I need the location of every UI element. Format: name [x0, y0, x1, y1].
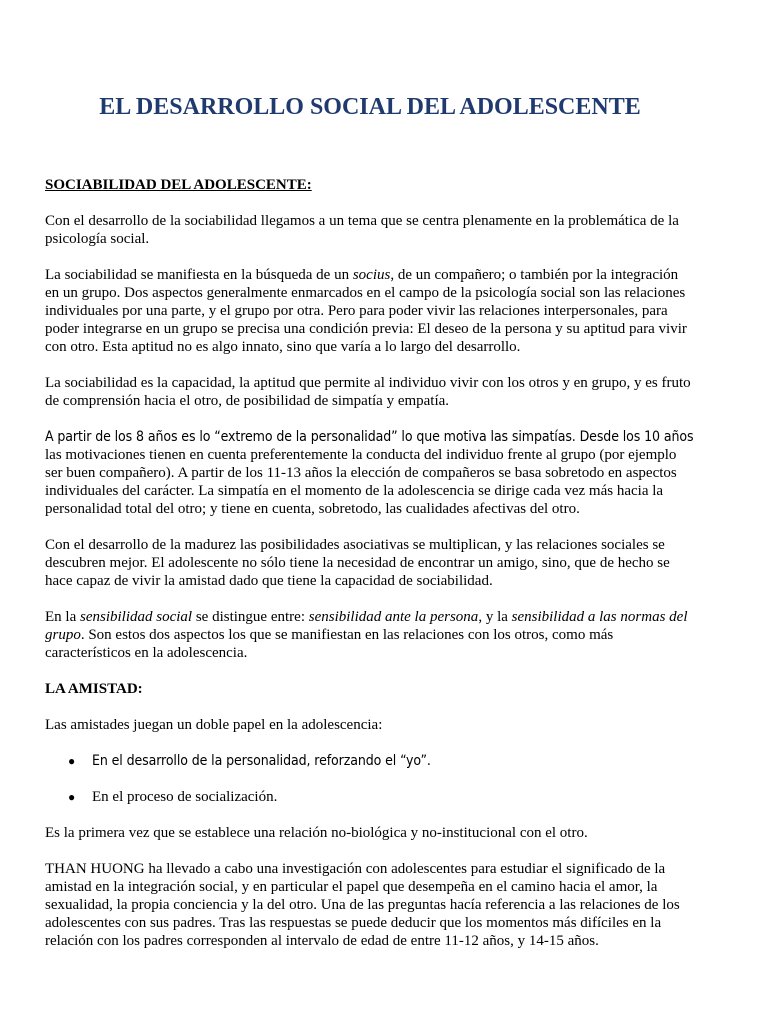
italic-term: sensibilidad a las normas del grupo — [45, 609, 688, 643]
document-title: EL DESARROLLO SOCIAL DEL ADOLESCENTE — [99, 94, 641, 120]
list-item-text: En el desarrollo de la personalidad, reforzando el “yo”. — [92, 753, 431, 769]
bullet-dot-icon: ● — [68, 790, 76, 804]
paragraph: La sociabilidad es la capacidad, la aptitud que permite al individuo vivir con los otros y en grupo, y es fruto de comprensión hacia el otro, de posibilidad de simpatía y empatía. — [45, 375, 691, 409]
text-run: , de un compañero; o también por la integración en un grupo. Dos aspectos generalmente enmarcados en el campo de la psicología social son las relaciones individuales por una parte, y el grupo por otra. Pero para poder vivir las relaciones interpersonales, para poder integrarse en un grupo se precisa una condición previa: El deseo de la persona y su aptitud para vivir con otro. Esta aptitud no es algo innato, sino que varía a lo largo del desarrollo. — [45, 267, 687, 355]
document-body — [45, 176, 695, 968]
text-run: las motivaciones tienen en cuenta preferentemente la conducta del individuo frente al grupo (por ejemplo ser buen compañero). A partir de los 11-13 años la elección de compañeros se basa sobretodo en aspectos individuales del carácter. La simpatía en el momento de la adolescencia se dirige cada vez más hacia la personalidad total del otro; y tiene en cuenta, sobretodo, las cualidades afectivas del otro. — [45, 447, 677, 517]
text-run: se distingue entre: — [192, 609, 309, 625]
text-run-condensed: A partir de los 8 años es lo “extremo de la personalidad” lo que motiva las simpatías. Desde los 10 años — [45, 429, 694, 445]
text-run: . Son estos dos aspectos los que se manifiestan en las relaciones con los otros, como más característicos en la adolescencia. — [45, 627, 614, 661]
paragraph — [45, 266, 695, 356]
paragraph: THAN HUONG ha llevado a cabo una investigación con adolescentes para estudiar el significado de la amistad en la integración social, y en particular el papel que desempeña en el camino hacia el amor, la sexualidad, la propia conciencia y la del otro. Una de las preguntas hacía referencia a las relaciones de los adolescentes con sus padres. Tras las respuestas se puede deducir que los momentos más difíciles en la relación con los padres corresponden al intervalo de edad de entre 11-12 años, y 14-15 años. — [45, 861, 680, 949]
paragraph: Las amistades juegan un doble papel en la adolescencia: — [45, 717, 383, 733]
text-run: , y la — [478, 609, 512, 625]
paragraph: Con el desarrollo de la madurez las posibilidades asociativas se multiplican, y las relaciones sociales se descubren mejor. El adolescente no sólo tiene la necesidad de encontrar un amigo, sino, que de hecho se hace capaz de vivir la amistad dado que tiene la capacidad de sociabilidad. — [45, 537, 670, 589]
list-item-text: En el proceso de socialización. — [92, 789, 278, 805]
italic-term: socius — [352, 267, 391, 283]
section-heading-amistad: LA AMISTAD: — [45, 681, 143, 697]
paragraph — [45, 428, 695, 518]
paragraph: Con el desarrollo de la sociabilidad llegamos a un tema que se centra plenamente en la problemática de la psicología social. — [45, 213, 679, 247]
bullet-dot-icon: ● — [68, 754, 76, 768]
italic-term: sensibilidad ante la persona — [308, 609, 479, 625]
text-run: En la — [45, 609, 80, 625]
section-heading-sociabilidad: SOCIABILIDAD DEL ADOLESCENTE: — [45, 177, 312, 193]
list-item — [45, 788, 695, 806]
paragraph — [45, 608, 695, 662]
list-item — [45, 752, 695, 770]
bullet-list — [45, 752, 695, 806]
italic-term: sensibilidad social — [80, 609, 193, 625]
text-run: La sociabilidad se manifiesta en la búsqueda de un — [45, 267, 353, 283]
paragraph: Es la primera vez que se establece una relación no-biológica y no-institucional con el otro. — [45, 825, 588, 841]
